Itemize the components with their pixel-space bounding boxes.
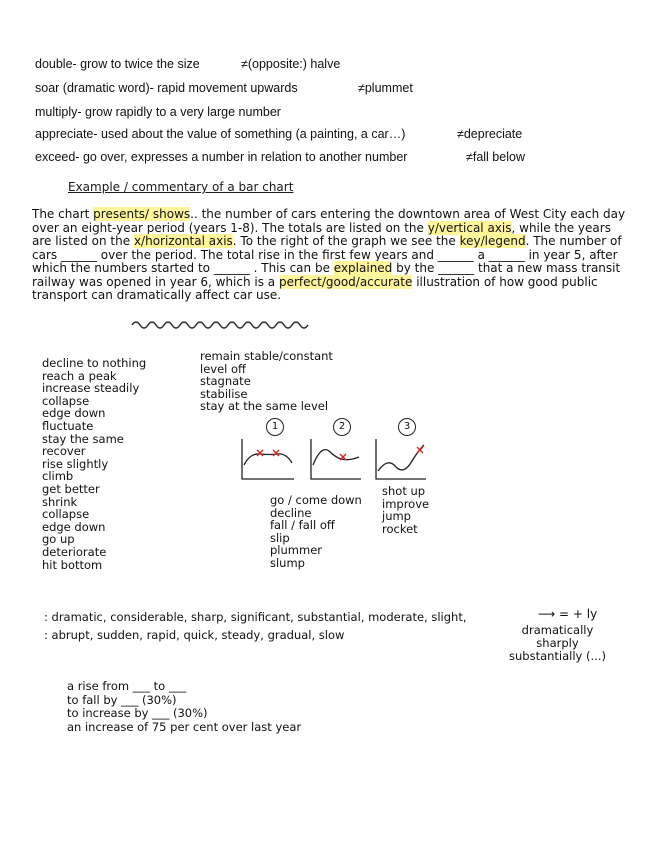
para-text: by the ______ that a new mass transit railway was opened in year 6, which is a — [32, 261, 621, 289]
para-text: illustration of how good public transport can dramatically affect car use. — [32, 274, 598, 302]
wavy-divider — [130, 318, 315, 332]
list-item: collapse — [42, 507, 90, 522]
list-item: to fall by ___ (30%) — [67, 692, 177, 707]
list-item: jump — [382, 509, 411, 524]
phrases-list — [67, 680, 301, 734]
mini-graph-down — [307, 437, 365, 483]
mini-graph-up — [372, 437, 430, 483]
list-item: improve — [382, 496, 430, 511]
list-item: decline — [270, 505, 312, 520]
list-item: dramatically — [521, 623, 594, 637]
list-item: increase steadily — [42, 381, 140, 396]
list-item: level off — [200, 361, 246, 376]
list-item: go / come down — [270, 493, 362, 507]
list-item: a rise from ___ to ___ — [67, 679, 187, 693]
para-text: .. the number of cars entering the downtown area of West City each day over an eight-year period (years 1-8). The totals are listed on the — [32, 207, 626, 235]
up-verbs-list — [382, 485, 429, 535]
list-item: go up — [42, 532, 75, 547]
example-paragraph — [32, 208, 632, 303]
list-item: remain stable/constant — [200, 349, 333, 363]
para-text: , while the years are listed on the — [32, 220, 611, 248]
adverb-rule: ⟶ = + ly — [538, 607, 598, 621]
list-item: climb — [42, 469, 74, 484]
list-item: slip — [270, 530, 290, 545]
highlight-explained: explained — [333, 261, 393, 275]
vocab-soar: soar (dramatic word)- rapid movement upwards — [35, 81, 298, 95]
graph-number-1: 1 — [266, 418, 284, 436]
mini-graph-stable — [238, 437, 298, 483]
list-item: shot up — [382, 484, 426, 498]
list-item: plummer — [270, 543, 322, 558]
graph-number-3: 3 — [398, 418, 416, 436]
down-verbs-list — [270, 494, 362, 570]
list-item: collapse — [42, 393, 90, 408]
list-item: stay at the same level — [200, 399, 329, 414]
list-item: stagnate — [200, 374, 251, 389]
highlight-key: key/legend — [459, 234, 526, 248]
highlight-x-axis: x/horizontal axis — [133, 234, 233, 248]
list-item: rocket — [382, 521, 418, 536]
highlight-y-axis: y/vertical axis — [427, 220, 512, 235]
list-item: sharply — [536, 636, 579, 650]
list-item: fall / fall off — [270, 518, 335, 533]
list-item: edge down — [42, 519, 106, 534]
list-item: an increase of 75 per cent over last year — [67, 719, 302, 734]
vocab-exceed-opposite: ≠fall below — [466, 150, 525, 164]
stable-verbs-list — [200, 350, 333, 413]
list-item: substantially (...) — [509, 649, 606, 663]
list-item: edge down — [42, 406, 106, 421]
list-item: decline to nothing — [42, 356, 147, 370]
list-item: deteriorate — [42, 544, 107, 559]
list-item: recover — [42, 444, 86, 459]
highlight-perfect: perfect/good/accurate — [278, 274, 413, 289]
list-item: hit bottom — [42, 557, 103, 572]
vocab-double: double- grow to twice the size — [35, 57, 200, 71]
para-text: . The number of cars ______ over the period. The total rise in the first few years and ______ a ______ in year 5, after which the numbers started to ______ . This can be — [32, 234, 622, 275]
example-title: Example / commentary of a bar chart — [68, 180, 294, 194]
list-item: slump — [270, 555, 305, 570]
list-item: fluctuate — [42, 418, 94, 433]
list-item: get better — [42, 481, 100, 496]
para-text: . To the right of the graph we see the — [232, 234, 460, 248]
list-item: stabilise — [200, 386, 248, 401]
vocab-appreciate-opposite: ≠depreciate — [457, 127, 523, 141]
list-item: reach a peak — [42, 368, 117, 383]
highlight-presents: presents/ shows — [93, 207, 191, 221]
vocab-appreciate: appreciate- used about the value of something (a painting, a car…) — [35, 127, 406, 141]
vocab-double-opposite: ≠(opposite:) halve — [241, 57, 341, 71]
trend-verbs-list — [42, 357, 146, 571]
list-item: rise slightly — [42, 456, 109, 471]
adjectives-line-2: : abrupt, sudden, rapid, quick, steady, gradual, slow — [44, 628, 345, 642]
vocab-exceed: exceed- go over, expresses a number in relation to another number — [35, 150, 408, 164]
list-item: shrink — [42, 494, 78, 509]
vocab-soar-opposite: ≠plummet — [358, 81, 413, 95]
adverbs-list — [509, 624, 606, 663]
para-text: The chart — [32, 207, 94, 221]
adjectives-line-1: : dramatic, considerable, sharp, significant, substantial, moderate, slight, — [44, 610, 467, 624]
vocab-multiply: multiply- grow rapidly to a very large number — [35, 105, 281, 119]
graph-number-2: 2 — [333, 418, 351, 436]
list-item: to increase by ___ (30%) — [67, 706, 208, 720]
list-item: stay the same — [42, 431, 124, 446]
